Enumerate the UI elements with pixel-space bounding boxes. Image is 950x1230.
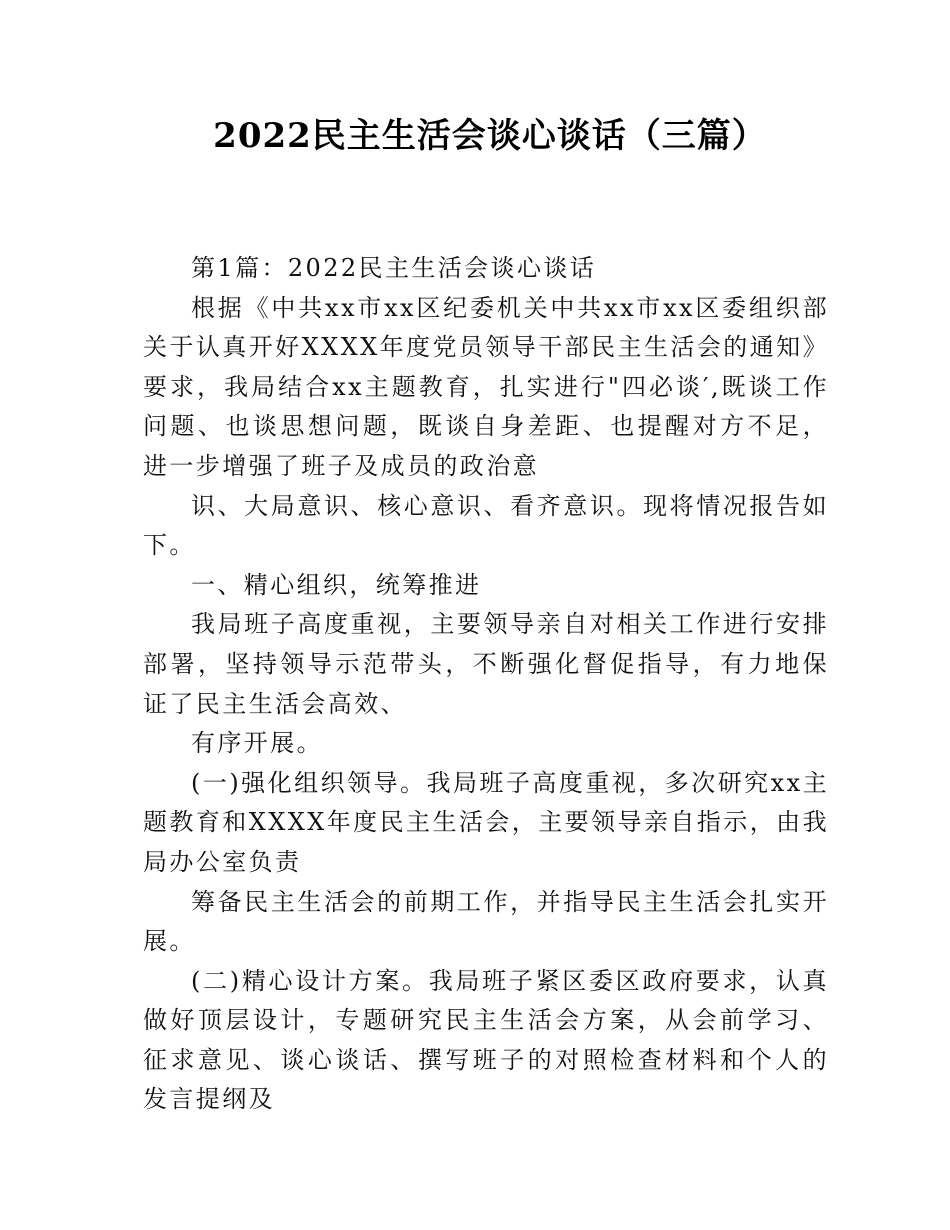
paragraph-heading-part1: 第1篇：2022民主生活会谈心谈话 <box>191 254 597 282</box>
paragraph: (二)精心设计方案。我局班子紧区委区政府要求，认真做好顶层设计，专题研究民主生活会方案，从会前学习、征求意见、谈心谈话、撰写班子的对照检查材料和个人的发言提纲及 <box>143 966 829 1114</box>
document-title: 2022民主生活会谈心谈话（三篇） <box>213 116 767 156</box>
paragraph: 有序开展。 <box>191 729 323 758</box>
paragraph: 我局班子高度重视，主要领导亲自对相关工作进行安排部署，坚持领导示范带头，不断强化督促指导，有力地保证了民主生活会高效、 <box>143 610 829 718</box>
paragraph: (一)强化组织领导。我局班子高度重视，多次研究xx主题教育和XXXX年度民主生活会，主要领导亲自指示，由我局办公室负责 <box>143 768 829 876</box>
paragraph: 识、大局意识、核心意识、看齐意识。现将情况报告如下。 <box>143 491 829 560</box>
paragraph: 根据《中共xx市xx区纪委机关中共xx市xx区委组织部关于认真开好XXXX年度党员领导干部民主生活会的通知》要求，我局结合xx主题教育，扎实进行"四必谈′,既谈工作问题、也谈思想问题，既谈自身差距、也提醒对方不足，进一步增强了班子及成员的政治意 <box>143 293 829 480</box>
document-body <box>143 249 829 1120</box>
paragraph: 筹备民主生活会的前期工作，并指导民主生活会扎实开展。 <box>143 887 829 956</box>
section-heading: 一、精心组织，统筹推进 <box>191 570 482 599</box>
